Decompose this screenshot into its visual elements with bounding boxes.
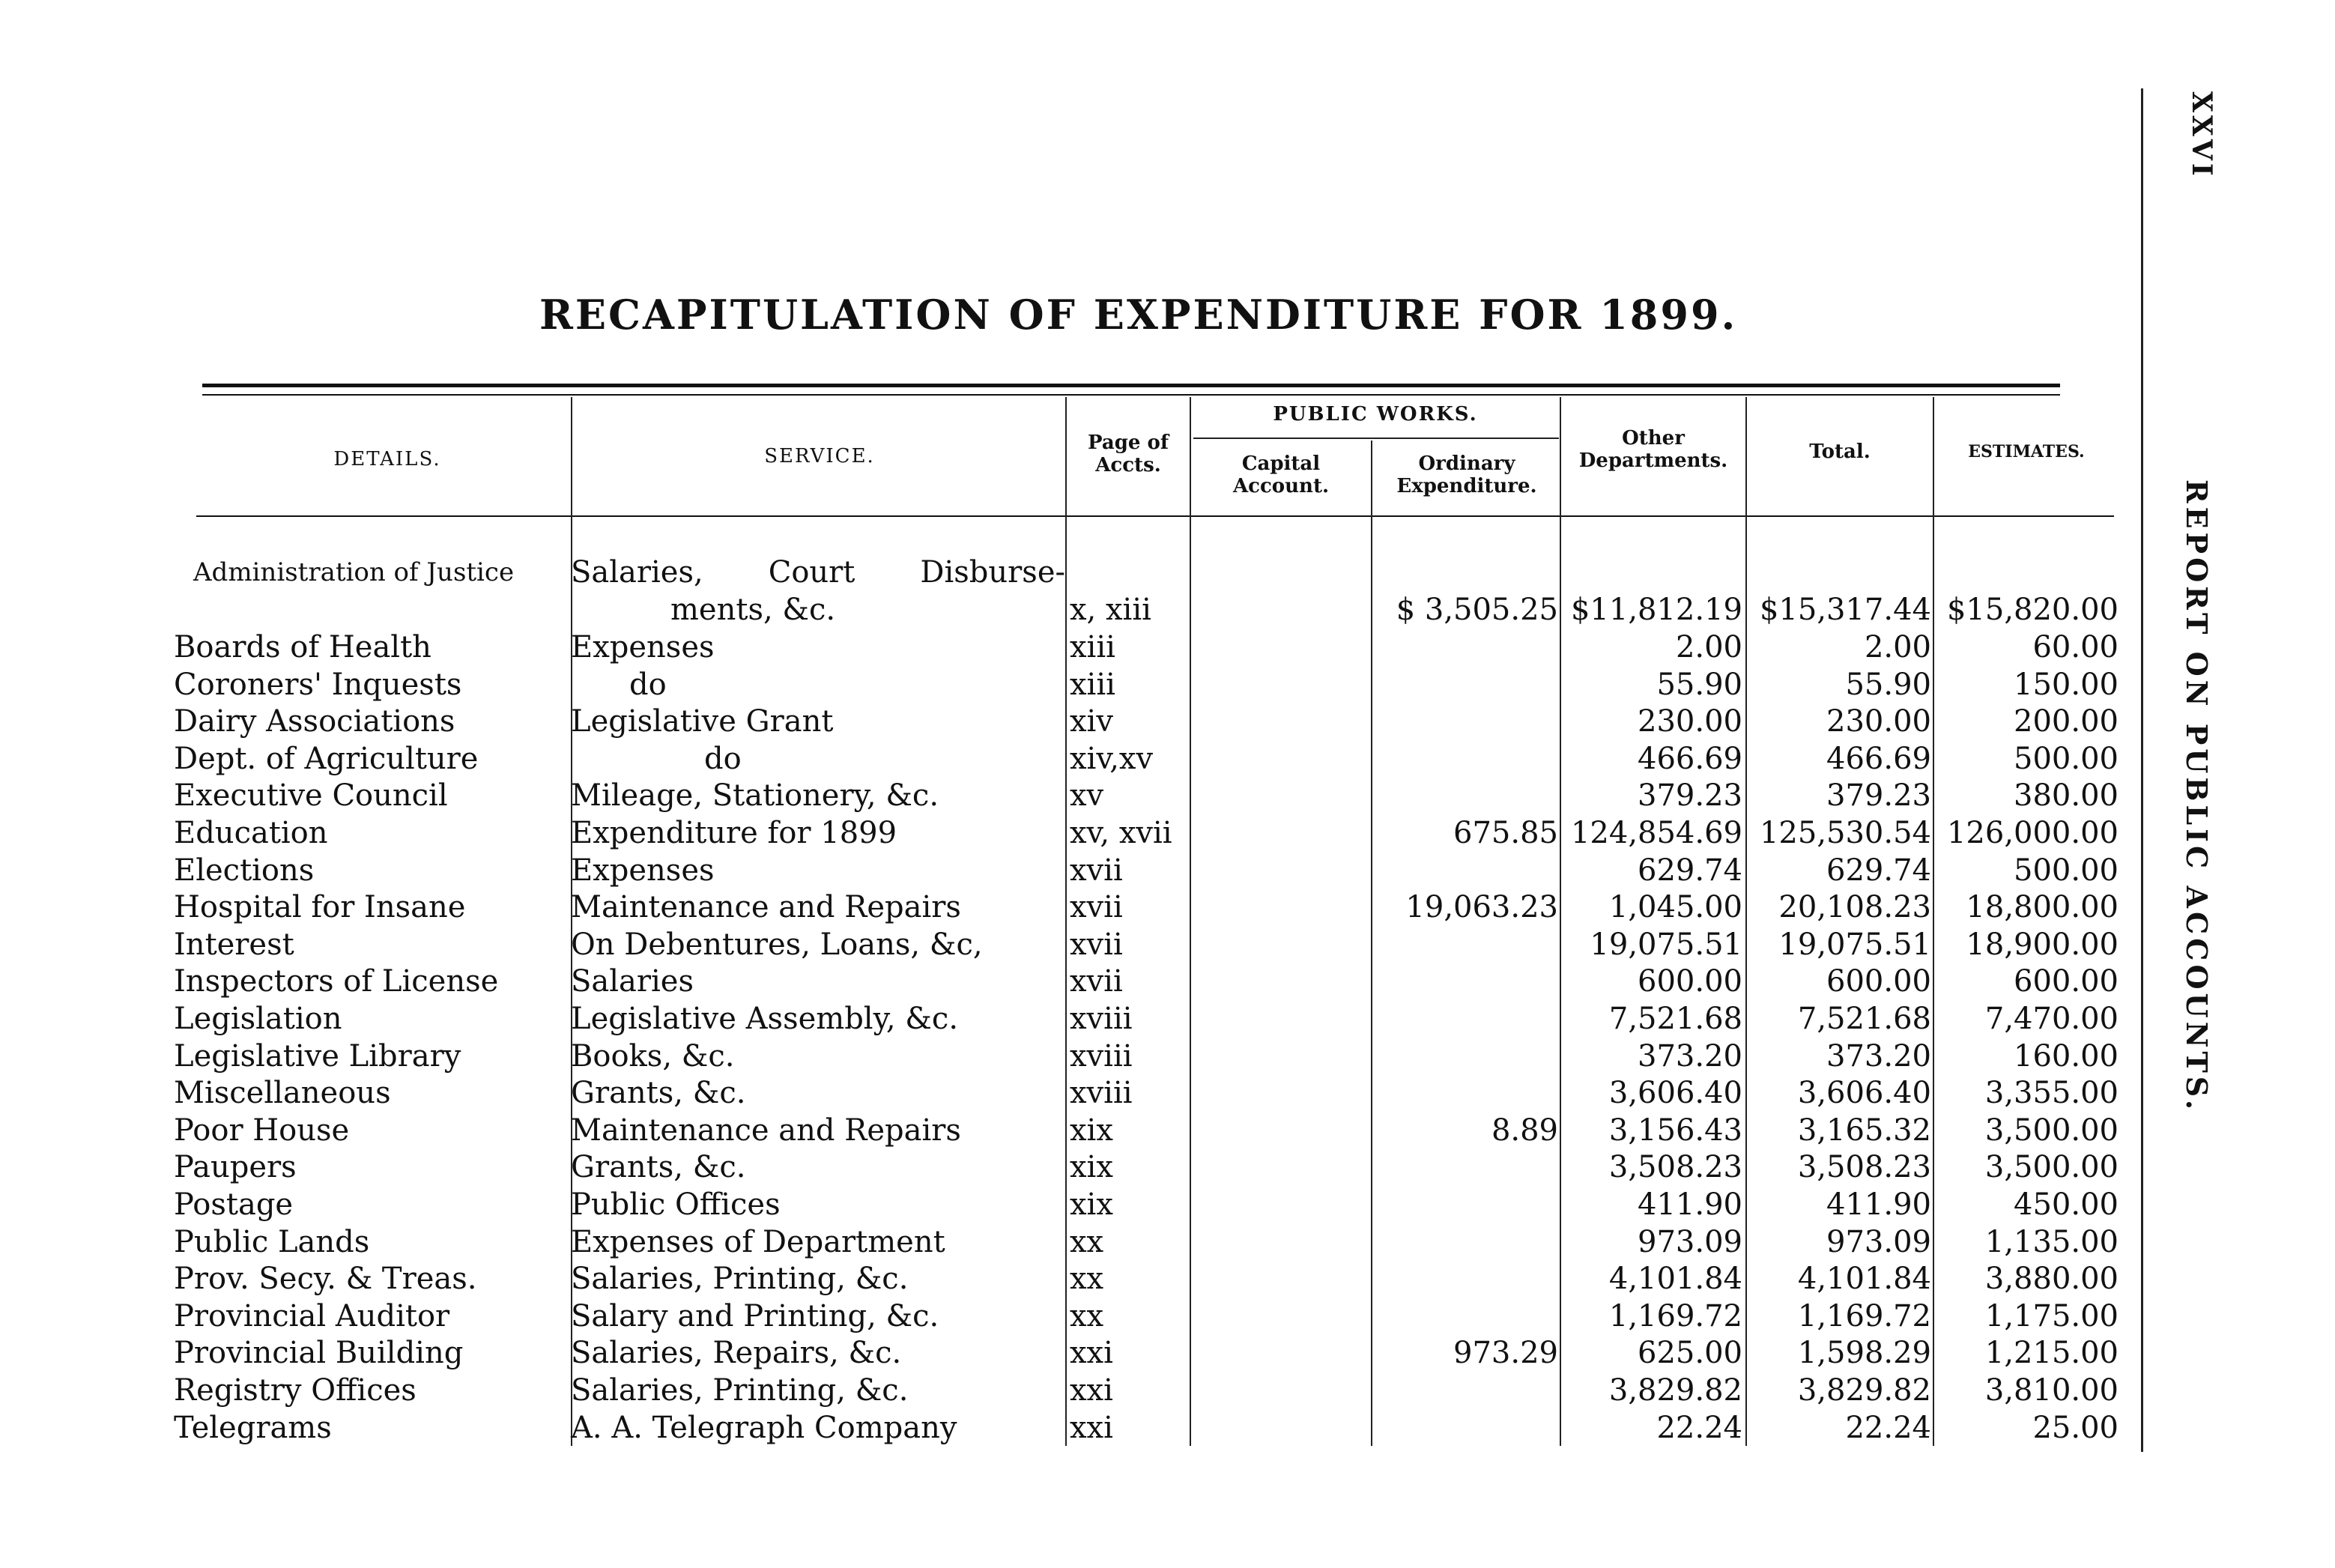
table-row	[0, 667, 2120, 704]
table-row	[0, 1224, 2120, 1262]
row-details: Inspectors of License	[174, 964, 499, 999]
row-other-departments: 466.69	[1638, 741, 1742, 776]
row-details: Interest	[174, 927, 294, 962]
row-total: 55.90	[1845, 667, 1931, 702]
margin-rule	[2141, 88, 2143, 1452]
row-estimates: 7,470.00	[1984, 1002, 2119, 1036]
row-estimates: 600.00	[2014, 964, 2119, 999]
row-other-departments: 230.00	[1638, 704, 1742, 739]
header-top-rule	[202, 384, 2060, 387]
row-service: Salaries, Repairs, &c.	[571, 1336, 902, 1371]
row-details: Administration of Justice	[193, 557, 515, 587]
row-total: 4,101.84	[1797, 1262, 1931, 1297]
running-head: REPORT ON PUBLIC ACCOUNTS.	[2180, 479, 2214, 1114]
row-other-departments: 411.90	[1638, 1187, 1742, 1222]
table-row-administration	[0, 554, 2120, 592]
row-other-departments: 4,101.84	[1608, 1262, 1742, 1297]
row-service: Public Offices	[571, 1187, 781, 1222]
table-row	[0, 1113, 2120, 1150]
row-service: Maintenance and Repairs	[571, 890, 961, 925]
row-ordinary-expenditure: $ 3,505.25	[1396, 593, 1558, 627]
row-service-word: Disburse-	[920, 555, 1065, 590]
header-page-line1: Page of	[1088, 432, 1169, 454]
row-page: xx	[1070, 1298, 1104, 1334]
row-total: 19,075.51	[1778, 927, 1931, 962]
row-total: 1,598.29	[1797, 1336, 1931, 1371]
row-service-continuation: ments, &c.	[670, 593, 836, 627]
row-page: xx	[1070, 1262, 1104, 1297]
table-row	[0, 703, 2120, 741]
row-total: 125,530.54	[1759, 816, 1931, 850]
row-other-departments: 2.00	[1675, 630, 1742, 665]
header-service: SERVICE.	[764, 445, 875, 467]
row-total: 600.00	[1826, 964, 1931, 999]
header-ordinary-line1: Ordinary	[1418, 452, 1515, 475]
row-other-departments: 124,854.69	[1570, 816, 1742, 850]
row-estimates: 160.00	[2014, 1038, 2119, 1074]
header-public-works: PUBLIC WORKS.	[1273, 403, 1478, 426]
row-page: xix	[1070, 1113, 1113, 1148]
row-total: 3,606.40	[1797, 1076, 1931, 1111]
table-row	[0, 1149, 2120, 1187]
table-row	[0, 629, 2120, 667]
table-row-administration-cont	[0, 592, 2120, 629]
row-page: xix	[1070, 1187, 1113, 1222]
row-estimates: 500.00	[2014, 741, 2119, 776]
header-page-of-accts	[1067, 432, 1190, 476]
table-row	[0, 1372, 2120, 1410]
row-service: Legislative Grant	[571, 704, 834, 739]
row-page: xxi	[1070, 1336, 1113, 1371]
header-capital-line2: Account.	[1232, 475, 1330, 497]
row-estimates: 3,810.00	[1984, 1373, 2119, 1408]
row-other-departments: 1,169.72	[1608, 1298, 1742, 1334]
row-total: 22.24	[1845, 1410, 1931, 1445]
table-row	[0, 1001, 2120, 1038]
row-page: xviii	[1070, 1076, 1133, 1111]
table-row	[0, 741, 2120, 778]
row-ordinary-expenditure: 8.89	[1491, 1113, 1558, 1148]
row-total: 2.00	[1864, 630, 1931, 665]
row-other-departments: 600.00	[1638, 964, 1742, 999]
row-details: Boards of Health	[174, 630, 431, 665]
row-other-departments: 379.23	[1638, 778, 1742, 814]
row-estimates: 3,880.00	[1984, 1262, 2119, 1297]
row-other-departments: 7,521.68	[1608, 1002, 1742, 1036]
row-estimates: 3,355.00	[1984, 1076, 2119, 1111]
row-details: Executive Council	[174, 778, 448, 814]
row-other-departments: 55.90	[1656, 667, 1742, 702]
row-ordinary-expenditure: 973.29	[1453, 1336, 1558, 1371]
header-top-rule-thin	[202, 394, 2060, 396]
row-service: Expenditure for 1899	[571, 816, 897, 850]
row-page: xiii	[1070, 630, 1115, 665]
row-service	[571, 554, 1065, 592]
row-page: xv, xvii	[1070, 816, 1172, 850]
row-page: xx	[1070, 1224, 1104, 1259]
row-total: 3,508.23	[1797, 1150, 1931, 1185]
table-row	[0, 1410, 2120, 1447]
public-works-rule	[1193, 438, 1559, 439]
row-details: Legislation	[174, 1002, 342, 1036]
row-total: 379.23	[1826, 778, 1931, 814]
header-capital-account	[1193, 452, 1369, 497]
header-ordinary-expenditure	[1374, 452, 1560, 497]
row-total: 466.69	[1826, 741, 1931, 776]
row-total: 411.90	[1826, 1187, 1931, 1222]
row-other-departments: 19,075.51	[1590, 927, 1742, 962]
row-estimates: 25.00	[2032, 1410, 2119, 1445]
row-other-departments: 3,829.82	[1608, 1373, 1742, 1408]
table-row	[0, 1261, 2120, 1298]
row-total: 629.74	[1826, 853, 1931, 888]
row-total: 1,169.72	[1797, 1298, 1931, 1334]
row-details: Provincial Building	[174, 1336, 464, 1371]
row-service: Grants, &c.	[571, 1076, 746, 1111]
table-row	[0, 778, 2120, 815]
row-other-departments: 373.20	[1638, 1038, 1742, 1074]
row-page: xxi	[1070, 1410, 1113, 1445]
row-details: Paupers	[174, 1150, 297, 1185]
row-total: 973.09	[1826, 1224, 1931, 1259]
table-row	[0, 889, 2120, 927]
row-estimates: 1,215.00	[1984, 1336, 2119, 1371]
table-row	[0, 1187, 2120, 1224]
row-total: 3,165.32	[1797, 1113, 1931, 1148]
row-service: do	[629, 667, 667, 702]
row-details: Miscellaneous	[174, 1076, 391, 1111]
row-page: xvii	[1070, 927, 1123, 962]
row-service: A. A. Telegraph Company	[571, 1410, 957, 1445]
row-estimates: 380.00	[2014, 778, 2119, 814]
row-details: Telegrams	[174, 1410, 332, 1445]
row-service: Mileage, Stationery, &c.	[571, 778, 939, 814]
row-service: Salaries	[571, 964, 694, 999]
row-page: x, xiii	[1070, 593, 1151, 627]
row-other-departments: 3,156.43	[1608, 1113, 1742, 1148]
row-total: 20,108.23	[1778, 890, 1931, 925]
row-estimates: 60.00	[2032, 630, 2119, 665]
row-estimates: 450.00	[2014, 1187, 2119, 1222]
row-estimates: 200.00	[2014, 704, 2119, 739]
header-page-line2: Accts.	[1095, 454, 1161, 476]
table-row	[0, 853, 2120, 890]
row-service: Maintenance and Repairs	[571, 1113, 961, 1148]
row-page: xxi	[1070, 1373, 1113, 1408]
header-other-line1: Other	[1622, 427, 1685, 449]
table-row	[0, 1038, 2120, 1076]
row-estimates: 18,800.00	[1966, 890, 2119, 925]
header-capital-line1: Capital	[1241, 452, 1321, 475]
header-details: DETAILS.	[333, 448, 441, 470]
row-page: xviii	[1070, 1002, 1133, 1036]
row-service-word: Court	[768, 555, 855, 590]
row-page: xiv	[1070, 704, 1113, 739]
row-details: Prov. Secy. & Treas.	[174, 1262, 477, 1297]
row-total: 230.00	[1826, 704, 1931, 739]
table-row	[0, 963, 2120, 1001]
row-details: Postage	[174, 1187, 294, 1222]
header-ordinary-line2: Expenditure.	[1396, 475, 1537, 497]
row-service: Books, &c.	[571, 1038, 735, 1074]
row-other-departments: 3,606.40	[1608, 1076, 1742, 1111]
row-other-departments: 1,045.00	[1608, 890, 1742, 925]
row-details: Coroners' Inquests	[174, 667, 462, 702]
header-estimates: ESTIMATES.	[1968, 442, 2085, 461]
header-other-departments	[1561, 427, 1745, 472]
row-service: Salary and Printing, &c.	[571, 1298, 939, 1334]
row-details: Legislative Library	[174, 1038, 461, 1074]
row-estimates: 1,175.00	[1984, 1298, 2119, 1334]
row-ordinary-expenditure: 675.85	[1453, 816, 1558, 850]
row-estimates: 18,900.00	[1966, 927, 2119, 962]
row-service: do	[704, 741, 742, 776]
header-bottom-rule	[196, 515, 2114, 517]
row-estimates: 3,500.00	[1984, 1150, 2119, 1185]
row-details: Dept. of Agriculture	[174, 741, 479, 776]
page-number: XXVI	[2186, 91, 2217, 179]
header-total: Total.	[1809, 441, 1871, 463]
row-estimates: 1,135.00	[1984, 1224, 2119, 1259]
row-service: Grants, &c.	[571, 1150, 746, 1185]
row-service: On Debentures, Loans, &c,	[571, 927, 983, 962]
row-estimates: 500.00	[2014, 853, 2119, 888]
row-service: Expenses	[571, 630, 715, 665]
row-service: Expenses	[571, 853, 715, 888]
table-row	[0, 1335, 2120, 1372]
row-total: $15,317.44	[1759, 593, 1931, 627]
row-service: Salaries, Printing, &c.	[571, 1373, 909, 1408]
row-page: xvii	[1070, 964, 1123, 999]
row-details: Registry Offices	[174, 1373, 417, 1408]
table-row	[0, 1298, 2120, 1336]
row-page: xiv,xv	[1070, 741, 1154, 776]
row-estimates: 3,500.00	[1984, 1113, 2119, 1148]
header-other-line2: Departments.	[1578, 449, 1728, 472]
table-row	[0, 815, 2120, 853]
row-estimates: 150.00	[2014, 667, 2119, 702]
row-estimates: 126,000.00	[1946, 816, 2119, 850]
row-details: Public Lands	[174, 1224, 370, 1259]
row-total: 3,829.82	[1797, 1373, 1931, 1408]
row-other-departments: $11,812.19	[1570, 593, 1742, 627]
table-row	[0, 1075, 2120, 1113]
row-other-departments: 629.74	[1638, 853, 1742, 888]
row-ordinary-expenditure: 19,063.23	[1405, 890, 1558, 925]
row-page: xix	[1070, 1150, 1113, 1185]
row-page: xvii	[1070, 890, 1123, 925]
row-other-departments: 625.00	[1638, 1336, 1742, 1371]
row-details: Hospital for Insane	[174, 890, 466, 925]
row-other-departments: 22.24	[1656, 1410, 1742, 1445]
row-details: Provincial Auditor	[174, 1298, 450, 1334]
row-service: Salaries, Printing, &c.	[571, 1262, 909, 1297]
row-service: Expenses of Department	[571, 1224, 945, 1259]
row-details: Elections	[174, 853, 315, 888]
page-title: RECAPITULATION OF EXPENDITURE FOR 1899.	[539, 291, 1738, 339]
table-row	[0, 927, 2120, 964]
row-other-departments: 973.09	[1638, 1224, 1742, 1259]
row-service-word: Salaries,	[571, 555, 703, 590]
row-page: xvii	[1070, 853, 1123, 888]
row-page: xviii	[1070, 1038, 1133, 1074]
row-service: Legislative Assembly, &c.	[571, 1002, 959, 1036]
row-details: Education	[174, 816, 328, 850]
row-page: xiii	[1070, 667, 1115, 702]
row-page: xv	[1070, 778, 1104, 814]
row-estimates: $15,820.00	[1946, 593, 2119, 627]
row-total: 7,521.68	[1797, 1002, 1931, 1036]
row-total: 373.20	[1826, 1038, 1931, 1074]
row-details: Dairy Associations	[174, 704, 455, 739]
row-details: Poor House	[174, 1113, 350, 1148]
row-other-departments: 3,508.23	[1608, 1150, 1742, 1185]
